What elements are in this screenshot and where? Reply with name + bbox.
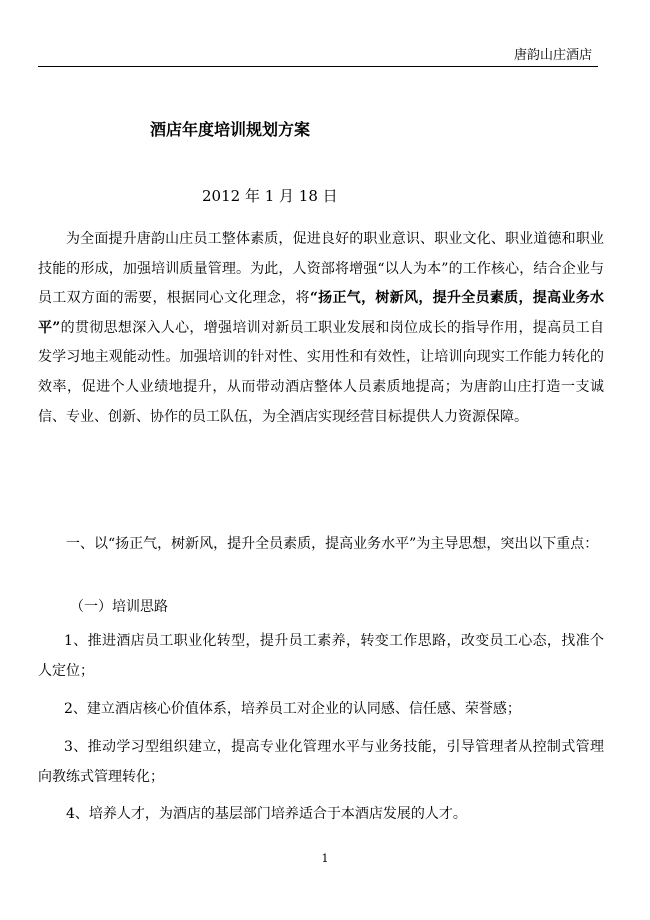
list-item: 1、推进酒店员工职业化转型，提升员工素养，转变工作思路，改变员工心态，找准个人定位； xyxy=(38,633,604,679)
list-item: 2、建立酒店核心价值体系，培养员工对企业的认同感、信任感、荣誉感； xyxy=(64,701,521,717)
header-divider xyxy=(38,66,598,67)
intro-bold-slogan: “扬正气，树新风，提升全员素质，提高业务水平” xyxy=(38,290,605,336)
list-item: 3、推动学习型组织建立，提高专业化管理水平与业务技能，引导管理者从控制式管理向教练式管理转化； xyxy=(38,739,604,785)
document-date: 2012 年 1 月 18 日 xyxy=(202,187,338,205)
header-hotel-name: 唐韵山庄酒店 xyxy=(513,48,592,63)
section-subheading: （一）培训思路 xyxy=(70,599,168,615)
document-title: 酒店年度培训规划方案 xyxy=(150,120,311,139)
intro-text-part1: 为全面提升唐韵山庄员工整体素质，促进良好的职业意识、职业文化、职业道德和职业技能的形成，加强培训质量管理。为此，人资部将增强“以人为本”的工作核心，结合企业与员工双方面的需要，根据同心文化理念，将 xyxy=(38,231,604,307)
section-heading: 一、以“扬正气，树新风，提升全员素质，提高业务水平”为主导思想，突出以下重点： xyxy=(66,536,599,552)
intro-paragraph xyxy=(38,225,604,432)
intro-text-part2: 的贯彻思想深入人心，增强培训对新员工职业发展和岗位成长的指导作用，提高员工自发学习地主观能动性。加强培训的针对性、实用性和有效性，让培训向现实工作能力转化的效率，促进个人业绩地提升，从而带动酒店整体人员素质地提高；为唐韵山庄打造一支诚信、专业、创新、协作的员工队伍，为全酒店实现经营目标提供人力资源保障。 xyxy=(38,319,604,425)
page-number: 1 xyxy=(321,852,329,865)
list-item: 4、培养人才，为酒店的基层部门培养适合于本酒店发展的人才。 xyxy=(66,806,467,822)
